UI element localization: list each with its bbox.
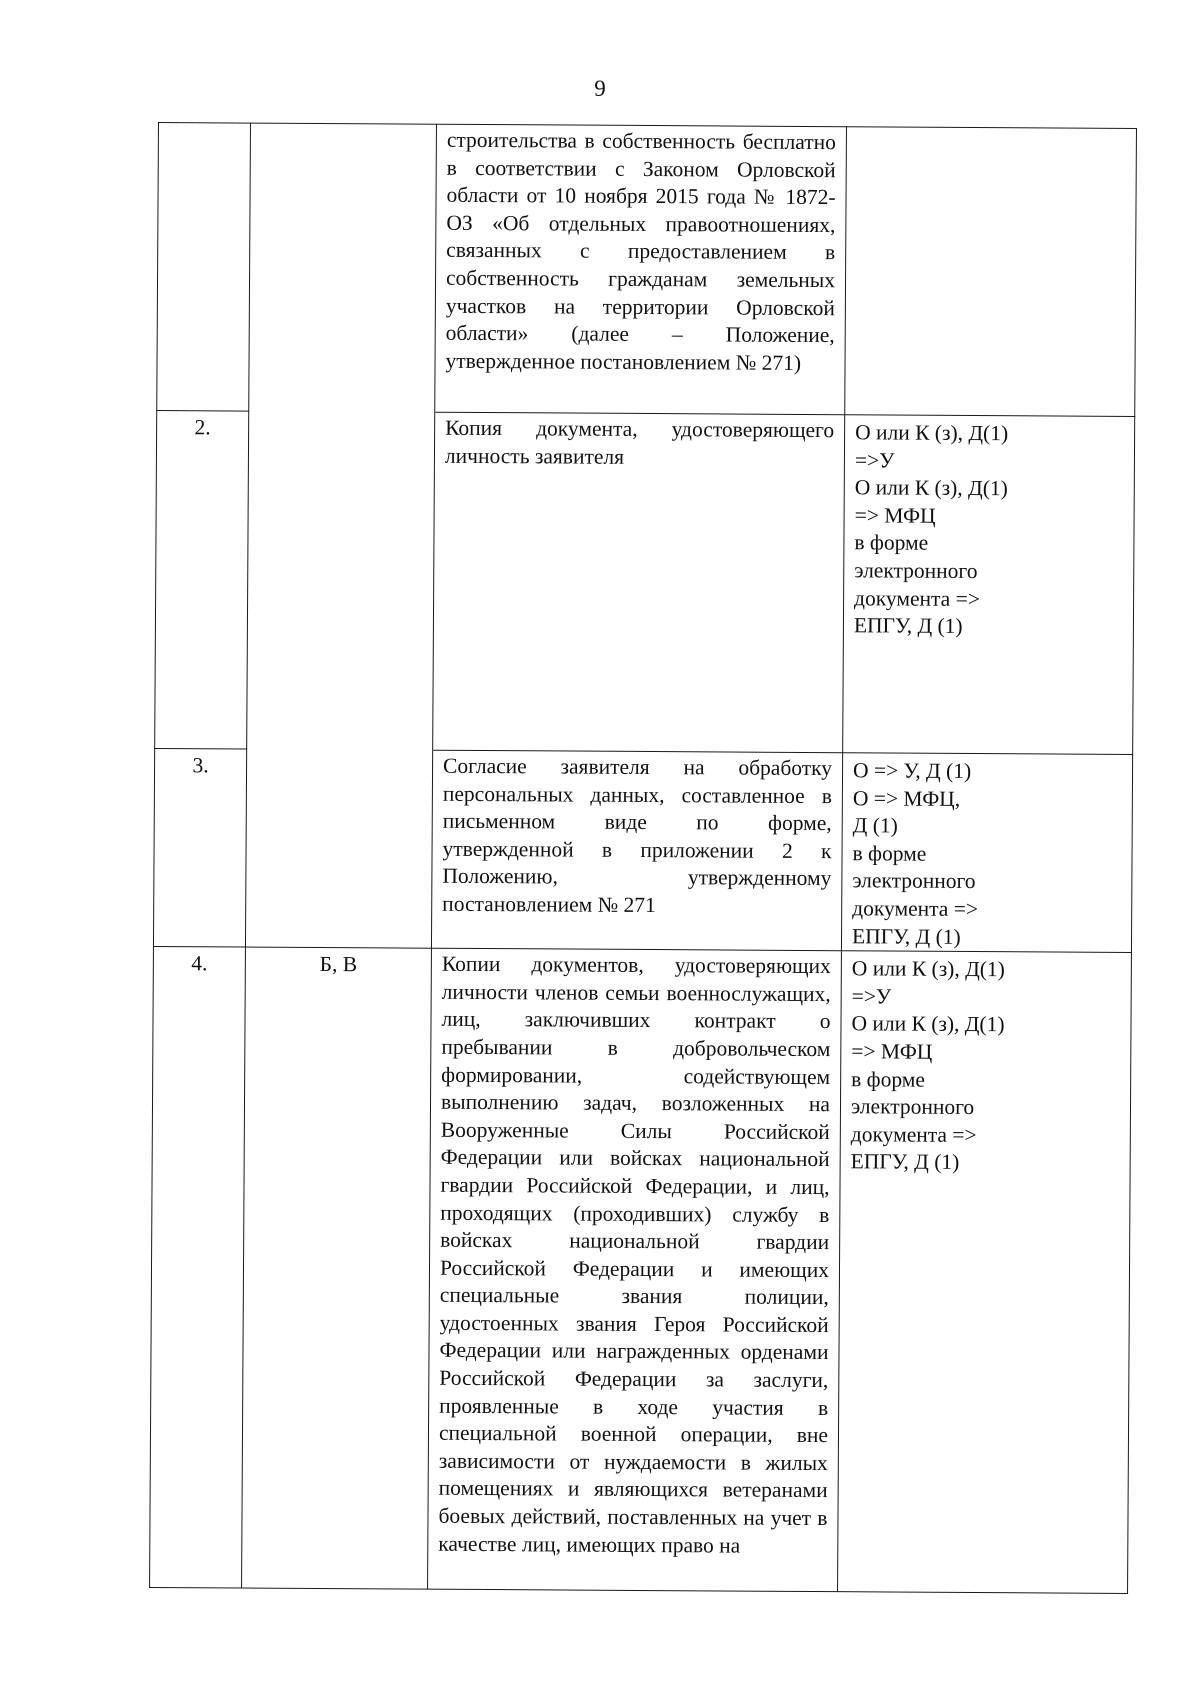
form-line: электронного [852, 868, 976, 894]
form-line: документа => [850, 1121, 977, 1147]
form-line: О => МФЦ, [852, 785, 961, 811]
category-cell [247, 411, 435, 750]
form-line: документа => [854, 585, 980, 611]
submission-form-cell [841, 753, 1132, 953]
category-cell: Б, В [242, 947, 432, 1589]
form-line: документа => [852, 896, 979, 921]
form-line: ЕПГУ, Д (1) [853, 613, 963, 639]
form-line: в форме [854, 530, 929, 556]
form-line: О или К (з), Д(1) [855, 420, 1009, 446]
form-line: электронного [850, 1094, 975, 1120]
row-number-cell: 4. [150, 947, 246, 1589]
document-description-cell: Копия документа, удостоверяющего личность заявителя [433, 412, 845, 752]
table-row [157, 123, 1137, 417]
document-description-cell: Согласие заявителя на обработку персональных данных, составленное в письменном виде по форме, утвержденной в приложении 2 к Положению, утвержденному постановлением № 271 [431, 750, 842, 951]
form-line: в форме [852, 841, 927, 866]
form-line: => МФЦ [851, 1039, 933, 1064]
form-line: в форме [851, 1066, 926, 1092]
submission-form-cell [838, 951, 1132, 1594]
document-description-cell: строительства в собственность бесплатно в соответствии с Законом Орловской области от 10 ноября 2015 года № 1872-ОЗ «Об отдельных правоотношениях, связанных с предоставлением в собственность гражданам земельных участков на территории Орловской области» (далее – Положение, утвержденное постановлением № 271) [435, 124, 847, 414]
document-description-cell: Копии документов, удостоверяющих личности членов семьи военнослужащих, лиц, заключивших контракт о пребывании в добровольческом формировании, содействующем выполнению задач, возложенных на Вооруженные Силы Российской Федерации или войсках национальной гвардии Российской Федерации, и лиц, проходящих (проходивших) службу в войсках национальной гвардии Российской Федерации и имеющих специальные звания полиции, удостоенных звания Героя Российской Федерации или награжденных орденами Российской Федерации за заслуги, проявленные в ходе участия в специальной военной операции, вне зависимости от нуждаемости в жилых помещениях и являющихся ветеранами боевых действий, поставленных на учет в качестве лиц, имеющих право на [428, 948, 842, 1591]
form-line: => МФЦ [854, 503, 936, 528]
table-row [150, 947, 1132, 1594]
table-row [155, 410, 1135, 754]
submission-form-cell [843, 415, 1135, 755]
form-line: О или К (з), Д(1) [854, 475, 1008, 501]
form-line: О или К (з), Д(1) [851, 1011, 1005, 1037]
form-line: Д (1) [852, 813, 898, 838]
documents-table [149, 122, 1137, 1594]
row-number-cell: 2. [155, 410, 249, 749]
form-line: ЕПГУ, Д (1) [851, 923, 961, 949]
form-line: электронного [854, 558, 978, 583]
form-line: ЕПГУ, Д (1) [850, 1149, 960, 1175]
row-number-cell [157, 123, 251, 412]
submission-form-cell [845, 127, 1137, 417]
form-line: =>У [851, 984, 892, 1009]
category-cell [249, 123, 437, 412]
form-line: О => У, Д (1) [852, 758, 972, 783]
row-number-cell: 3. [153, 748, 246, 947]
form-line: =>У [854, 447, 895, 473]
category-cell [245, 749, 432, 948]
table-row [153, 748, 1132, 952]
form-line: О или К (з), Д(1) [851, 956, 1005, 982]
page-number: 9 [594, 76, 606, 101]
